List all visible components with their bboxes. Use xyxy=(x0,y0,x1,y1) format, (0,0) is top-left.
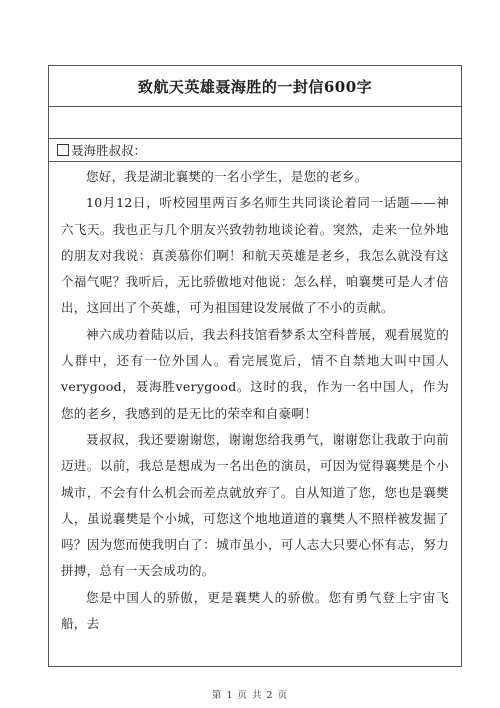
paragraph-5: 您是中国人的骄傲，更是襄樊人的骄傲。您有勇气登上宇宙飞船，去 xyxy=(61,589,449,632)
paragraph-3: 神六成功着陆以后，我去科技馆看梦系太空科普展，观看展览的人群中，还有一位外国人。看完展览后，情不自禁地大叫中国人verygood，聂海胜verygood。这时的我，作为一名中国人，作为您的老乡，我感到的是无比的荣幸和自豪啊！ xyxy=(61,326,449,421)
salutation-text: 聂海胜叔叔： xyxy=(71,143,147,158)
document-title: 致航天英雄聂海胜的一封信600字 xyxy=(49,66,461,107)
letter-frame xyxy=(48,65,462,667)
paragraph-4: 聂叔叔，我还要谢谢您，谢谢您给我勇气，谢谢您让我敢于向前迈进。以前，我总是想成为一名出色的演员，可因为觉得襄樊是个小城市，不会有什么机会而差点就放弃了。自从知道了您，您也是襄樊人，虽说襄樊是个小城，可您这个地地道道的襄樊人不照样被发掘了吗？因为您而使我明白了：城市虽小，可人志大只要心怀有志，努力拼搏，总有一天会成功的。 xyxy=(61,431,449,579)
page-footer: 第 1 页 共 2 页 xyxy=(211,690,289,701)
salutation xyxy=(49,139,461,162)
paragraph-2: 10月12日，听校园里两百多名师生共同谈论着同一话题——神六飞天。我也正与几个朋友兴致勃勃地谈论着。突然，走来一位外地的朋友对我说：真羡慕你们啊！和航天英雄是老乡，我怎么就没有这个福气呢？我听后，无比骄傲地对他说：怎么样，咱襄樊可是人才倍出，这回出了个英雄，可为祖国建设发展做了不小的贡献。 xyxy=(61,195,449,316)
checkbox-icon xyxy=(57,144,69,156)
letter-body xyxy=(49,162,461,637)
paragraph-1: 您好，我是湖北襄樊的一名小学生，是您的老乡。 xyxy=(86,169,368,184)
blank-row xyxy=(49,107,461,139)
